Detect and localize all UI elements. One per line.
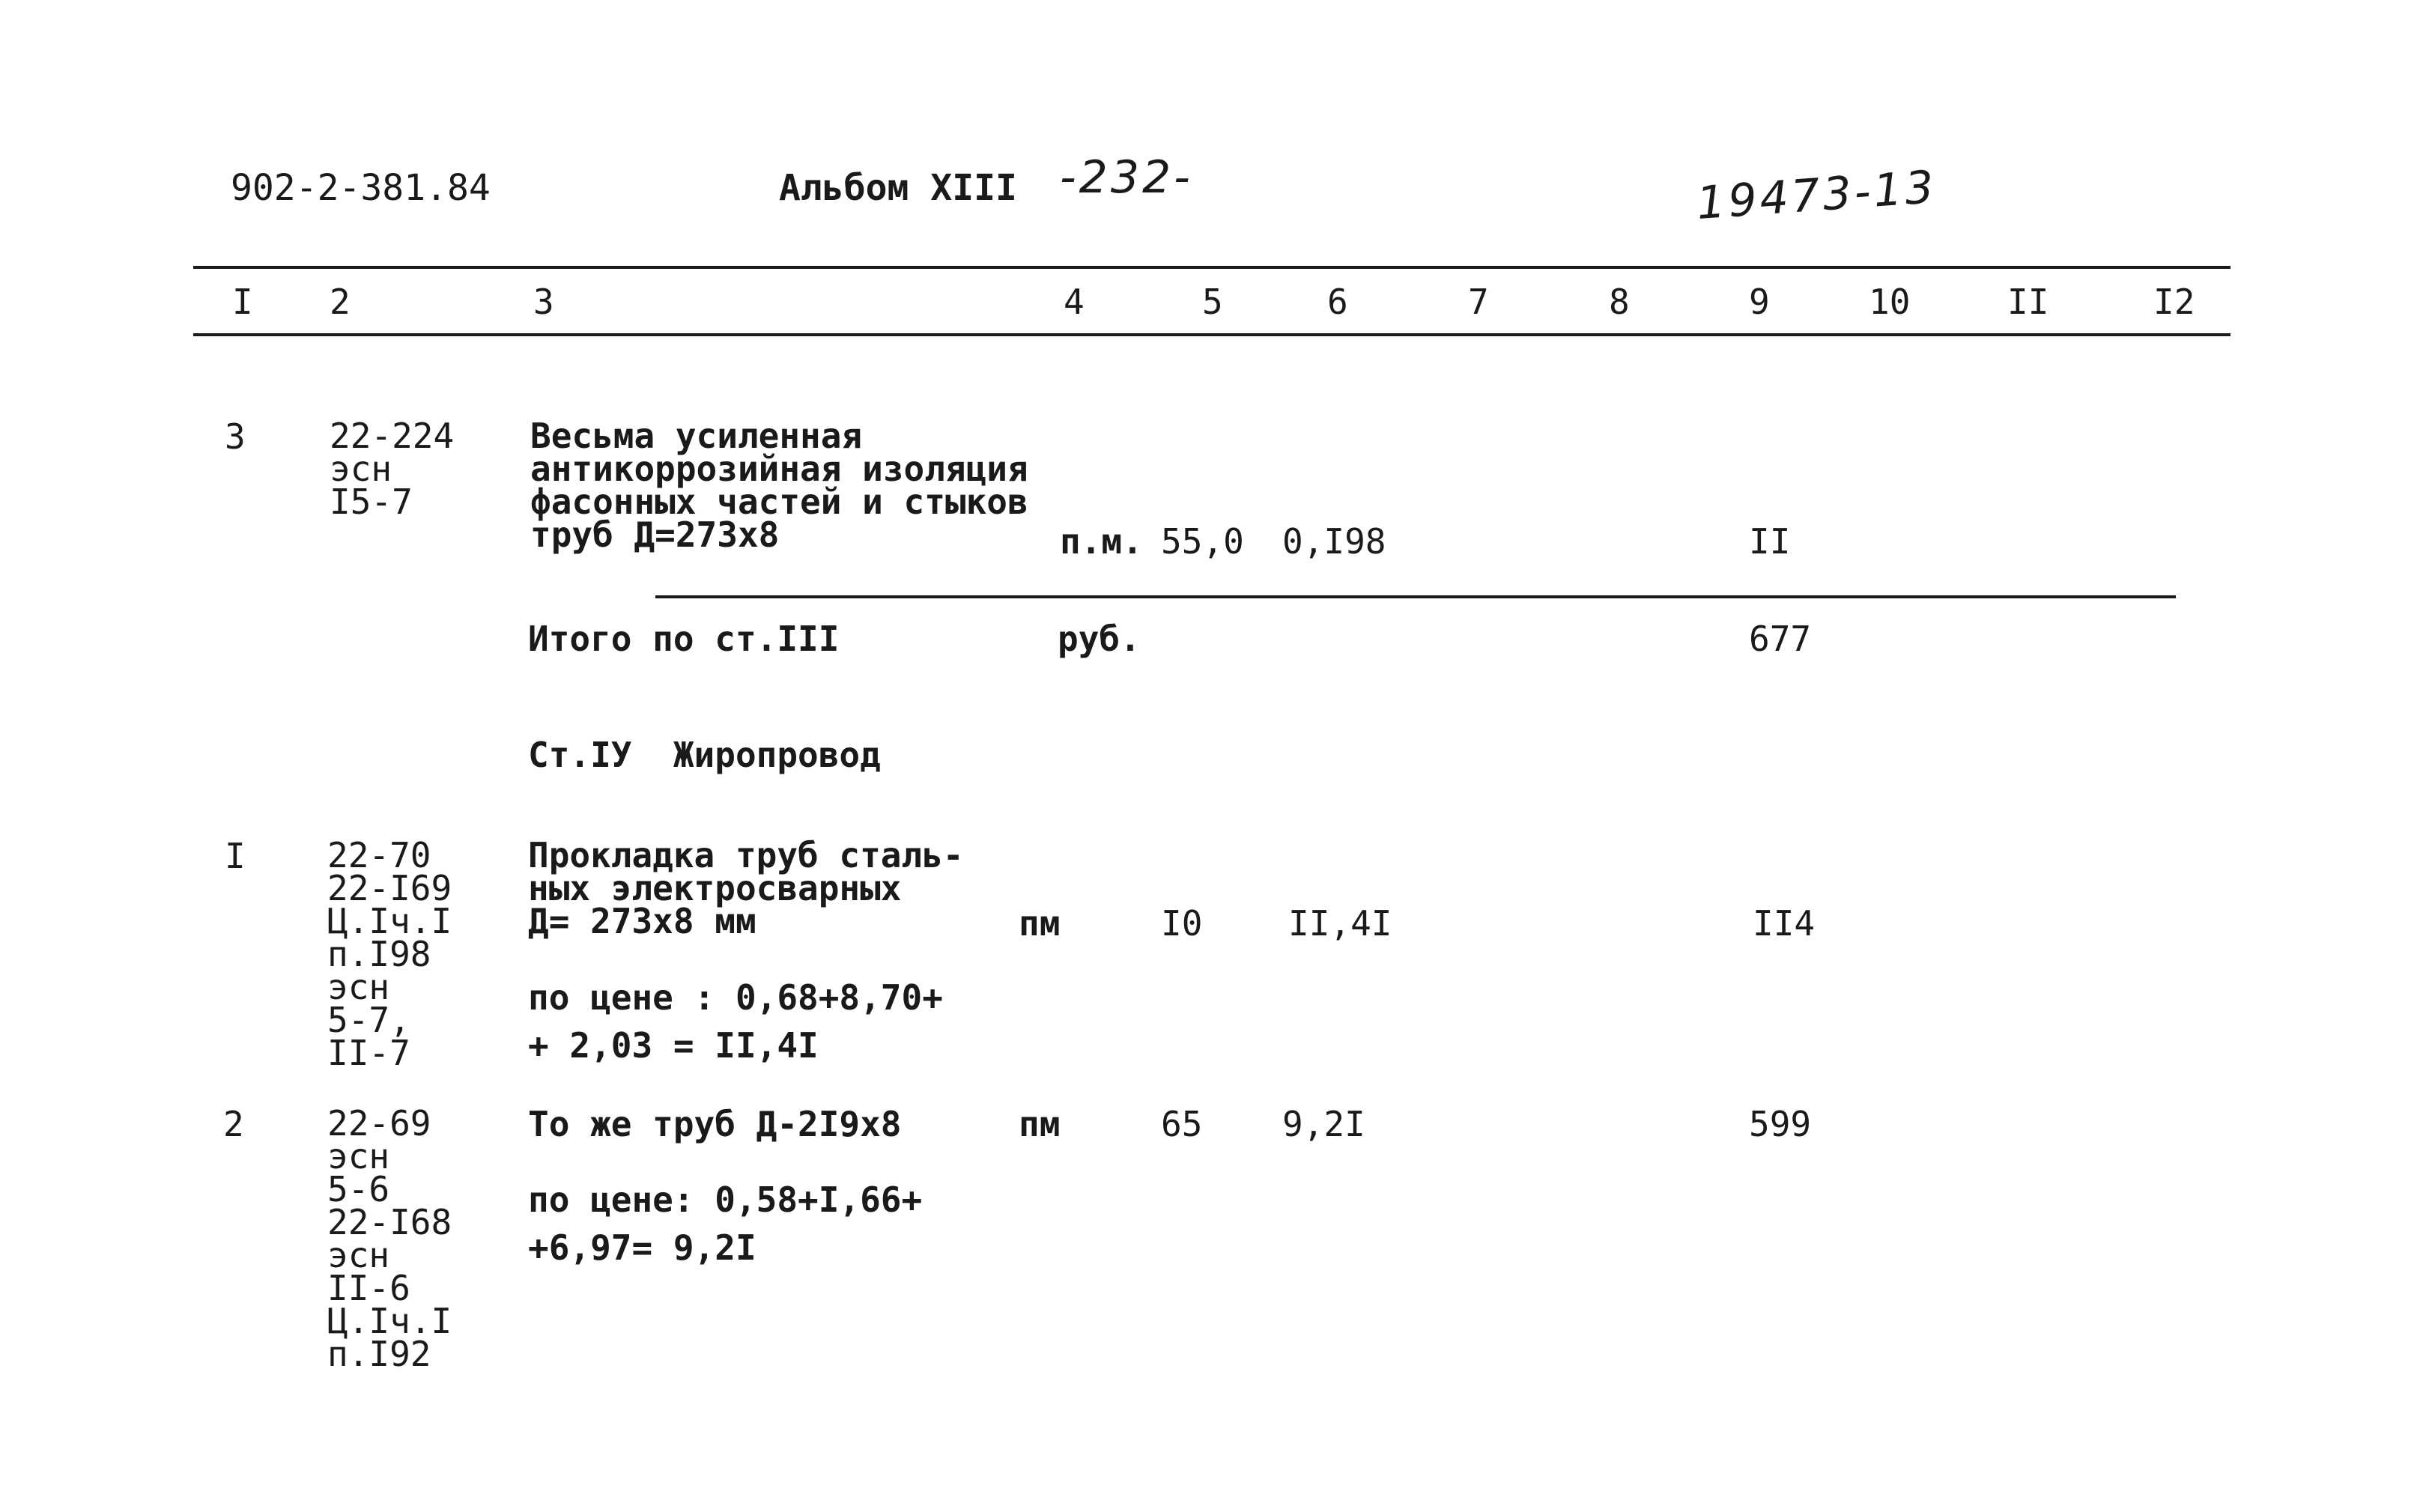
total-cost: II <box>1749 521 1791 562</box>
row-number: I <box>225 836 246 876</box>
unit-price: II,4I <box>1288 903 1392 944</box>
column-header: 7 <box>1468 282 1489 322</box>
album-label: Альбом XIII <box>779 167 1017 209</box>
section-title: Ст.IУ Жиропровод <box>528 735 881 775</box>
column-header: 5 <box>1202 282 1223 322</box>
unit: пм <box>1019 903 1061 944</box>
unit-price: 0,I98 <box>1282 521 1386 562</box>
column-header: 10 <box>1869 282 1911 322</box>
page-number: -232- <box>1060 151 1193 204</box>
quantity: 65 <box>1161 1104 1203 1144</box>
item-description: Весьма усиленная антикоррозийная изоляция фасонных частей и стыков труб Д=273х8 <box>530 416 1028 555</box>
subtotal-unit: руб. <box>1058 619 1141 659</box>
column-header: 2 <box>330 282 351 322</box>
row-number: 3 <box>225 416 246 457</box>
unit: пм <box>1019 1104 1061 1144</box>
total-cost: 599 <box>1749 1104 1812 1144</box>
rate-code: 22-69 эсн 5-6 22-I68 эсн II-6 Ц.Iч.I п.I92 <box>327 1103 452 1374</box>
column-header: II <box>2007 282 2049 322</box>
subtotal-total: 677 <box>1749 619 1812 659</box>
column-header: I2 <box>2153 282 2195 322</box>
column-header: 8 <box>1609 282 1630 322</box>
quantity: I0 <box>1161 903 1203 944</box>
unit-price: 9,2I <box>1282 1104 1365 1144</box>
subtotal-rule <box>655 595 2176 598</box>
price-calculation: по цене : 0,68+8,70+ + 2,03 = II,4I <box>528 977 943 1066</box>
subtotal-label: Итого по ст.III <box>528 619 840 659</box>
unit: п.м. <box>1060 521 1143 562</box>
quantity: 55,0 <box>1161 521 1244 562</box>
header-bottom-rule <box>193 333 2231 336</box>
row-number: 2 <box>223 1104 244 1144</box>
header-top-rule <box>193 266 2231 269</box>
price-calculation: по цене: 0,58+I,66+ +6,97= 9,2I <box>528 1179 923 1268</box>
handwritten-archive-number: 19473-13 <box>1694 160 1938 231</box>
column-header: 3 <box>533 282 554 322</box>
rate-code: 22-70 22-I69 Ц.Iч.I п.I98 эсн 5-7, II-7 <box>327 835 452 1073</box>
item-description: То же труб Д-2I9х8 <box>528 1104 902 1144</box>
rate-code: 22-224 эсн I5-7 <box>330 416 455 522</box>
column-header: 6 <box>1327 282 1348 322</box>
total-cost: II4 <box>1753 903 1816 944</box>
column-header: 9 <box>1749 282 1770 322</box>
document-code: 902-2-381.84 <box>231 167 491 209</box>
column-header: 4 <box>1064 282 1085 322</box>
item-description: Прокладка труб сталь- ных электросварных Д= 273х8 мм <box>528 835 964 941</box>
column-header: I <box>232 282 253 322</box>
